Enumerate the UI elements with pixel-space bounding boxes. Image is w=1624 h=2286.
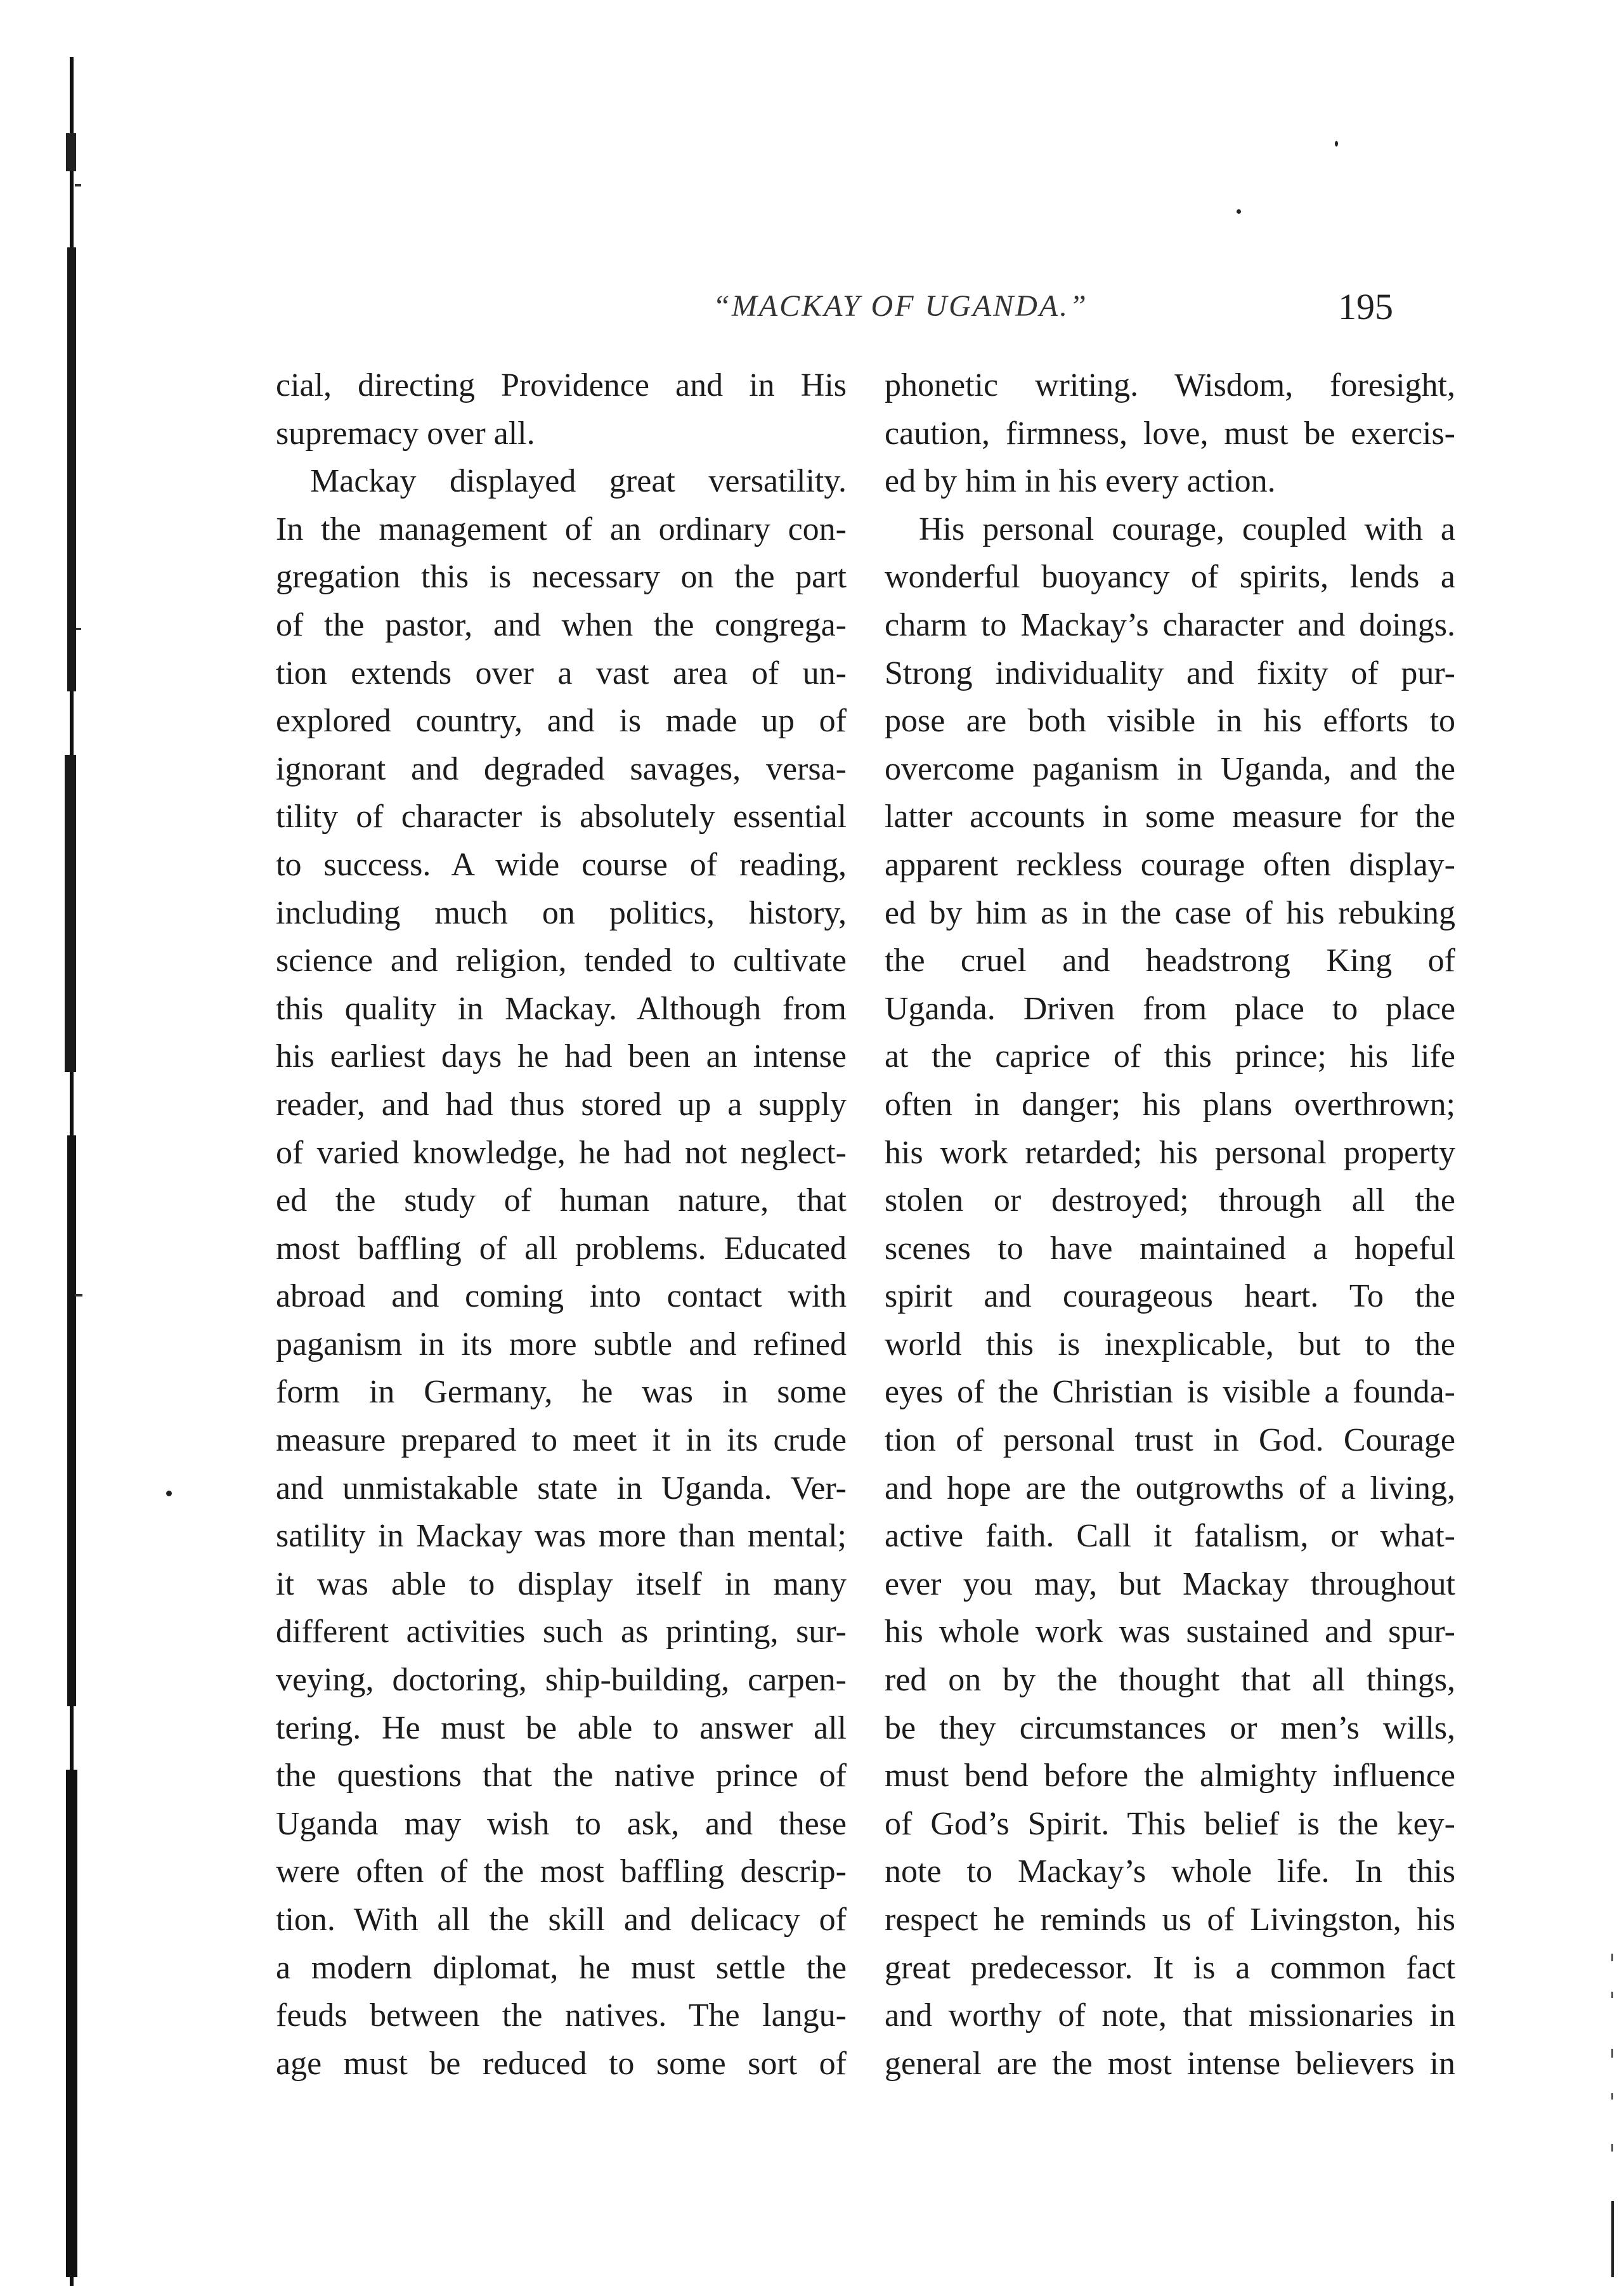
text-line: at the caprice of this prince; his life: [885, 1038, 1455, 1075]
text-line: stolen or destroyed; through all the: [885, 1182, 1455, 1219]
text-line: eyes of the Christian is visible a founda-: [885, 1374, 1455, 1411]
text-line: respect he reminds us of Livingston, his: [885, 1902, 1455, 1938]
text-line: satility in Mackay was more than mental;: [276, 1518, 847, 1555]
text-line: ed by him in his every action.: [885, 463, 1276, 500]
text-line: pose are both visible in his efforts to: [885, 703, 1455, 740]
text-line: abroad and coming into contact with: [276, 1278, 847, 1315]
text-line: overcome paganism in Uganda, and the: [885, 750, 1455, 787]
text-line: tion of personal trust in God. Courage: [885, 1422, 1455, 1459]
text-line: paganism in its more subtle and refined: [276, 1326, 847, 1362]
text-line: to success. A wide course of reading,: [276, 846, 847, 883]
text-line: cial, directing Providence and in His: [276, 367, 847, 403]
text-line: and worthy of note, that missionaries in: [885, 1997, 1455, 2034]
text-line: most baffling of all problems. Educated: [276, 1230, 847, 1267]
text-line: active faith. Call it fatalism, or what-: [885, 1518, 1455, 1555]
text-line: of God’s Spirit. This belief is the key-: [885, 1805, 1455, 1842]
text-line: world this is inexplicable, but to the: [885, 1326, 1455, 1362]
text-line: Strong individuality and fixity of pur-: [885, 655, 1455, 691]
text-line: ever you may, but Mackay throughout: [885, 1565, 1455, 1602]
text-line: his earliest days he had been an intense: [276, 1038, 847, 1075]
text-line: and hope are the outgrowths of a living,: [885, 1470, 1455, 1506]
text-line: His personal courage, coupled with a: [919, 511, 1455, 547]
text-line: of the pastor, and when the congrega-: [276, 606, 847, 643]
dust-speck: [166, 1491, 172, 1496]
text-line: scenes to have maintained a hopeful: [885, 1230, 1455, 1267]
right-column: [885, 362, 1455, 2087]
text-line: In the management of an ordinary con-: [276, 511, 847, 547]
text-line: tility of character is absolutely essential: [276, 799, 847, 835]
text-line: reader, and had thus stored up a supply: [276, 1086, 847, 1123]
text-line: supremacy over all.: [276, 415, 535, 452]
text-line: a modern diplomat, he must settle the: [276, 1949, 847, 1986]
text-line: tion. With all the skill and delicacy of: [276, 1902, 847, 1938]
text-line: ed by him as in the case of his rebuking: [885, 894, 1455, 931]
text-line: his whole work was sustained and spur-: [885, 1614, 1455, 1650]
dust-speck: [1335, 141, 1338, 147]
text-line: red on by the thought that all things,: [885, 1662, 1455, 1699]
text-line: explored country, and is made up of: [276, 703, 847, 740]
left-column: [276, 362, 847, 2087]
text-line: veying, doctoring, ship-building, carpen-: [276, 1662, 847, 1699]
text-line: tering. He must be able to answer all: [276, 1709, 847, 1746]
text-line: different activities such as printing, sur-: [276, 1614, 847, 1650]
text-line: and unmistakable state in Uganda. Ver-: [276, 1470, 847, 1506]
text-line: general are the most intense believers in: [885, 2045, 1455, 2082]
text-line: must bend before the almighty influence: [885, 1758, 1455, 1794]
text-line: the cruel and headstrong King of: [885, 943, 1455, 979]
text-line: note to Mackay’s whole life. In this: [885, 1853, 1455, 1890]
dust-speck: [1237, 209, 1241, 214]
text-line: feuds between the natives. The langu-: [276, 1997, 847, 2034]
text-line: of varied knowledge, he had not neglect-: [276, 1134, 847, 1171]
text-line: phonetic writing. Wisdom, foresight,: [885, 367, 1455, 403]
text-line: it was able to display itself in many: [276, 1565, 847, 1602]
edge-specks: [1586, 1954, 1624, 2283]
text-line: great predecessor. It is a common fact: [885, 1949, 1455, 1986]
text-line: Uganda. Driven from place to place: [885, 990, 1455, 1027]
binding-edge-shadow: [61, 57, 86, 2286]
text-line: were often of the most baffling descrip-: [276, 1853, 847, 1890]
text-line: charm to Mackay’s character and doings.: [885, 606, 1455, 643]
text-line: be they circumstances or men’s wills,: [885, 1709, 1455, 1746]
text-line: ed the study of human nature, that: [276, 1182, 847, 1219]
text-line: tion extends over a vast area of un-: [276, 655, 847, 691]
text-line: Uganda may wish to ask, and these: [276, 1805, 847, 1842]
text-line: his work retarded; his personal property: [885, 1134, 1455, 1171]
text-line: wonderful buoyancy of spirits, lends a: [885, 559, 1455, 596]
running-head: “MACKAY OF UGANDA.”: [713, 289, 1088, 323]
text-line: this quality in Mackay. Although from: [276, 990, 847, 1027]
text-line: spirit and courageous heart. To the: [885, 1278, 1455, 1315]
text-line: ignorant and degraded savages, versa-: [276, 750, 847, 787]
text-line: measure prepared to meet it in its crude: [276, 1422, 847, 1459]
text-line: latter accounts in some measure for the: [885, 799, 1455, 835]
text-line: often in danger; his plans overthrown;: [885, 1086, 1455, 1123]
text-line: the questions that the native prince of: [276, 1758, 847, 1794]
text-line: form in Germany, he was in some: [276, 1374, 847, 1411]
text-line: apparent reckless courage often display-: [885, 846, 1455, 883]
text-line: caution, firmness, love, must be exercis-: [885, 415, 1455, 452]
text-line: Mackay displayed great versatility.: [310, 463, 847, 500]
text-line: including much on politics, history,: [276, 894, 847, 931]
text-line: age must be reduced to some sort of: [276, 2045, 847, 2082]
page-number: 195: [1338, 286, 1393, 327]
text-line: gregation this is necessary on the part: [276, 559, 847, 596]
text-line: science and religion, tended to cultivate: [276, 943, 847, 979]
